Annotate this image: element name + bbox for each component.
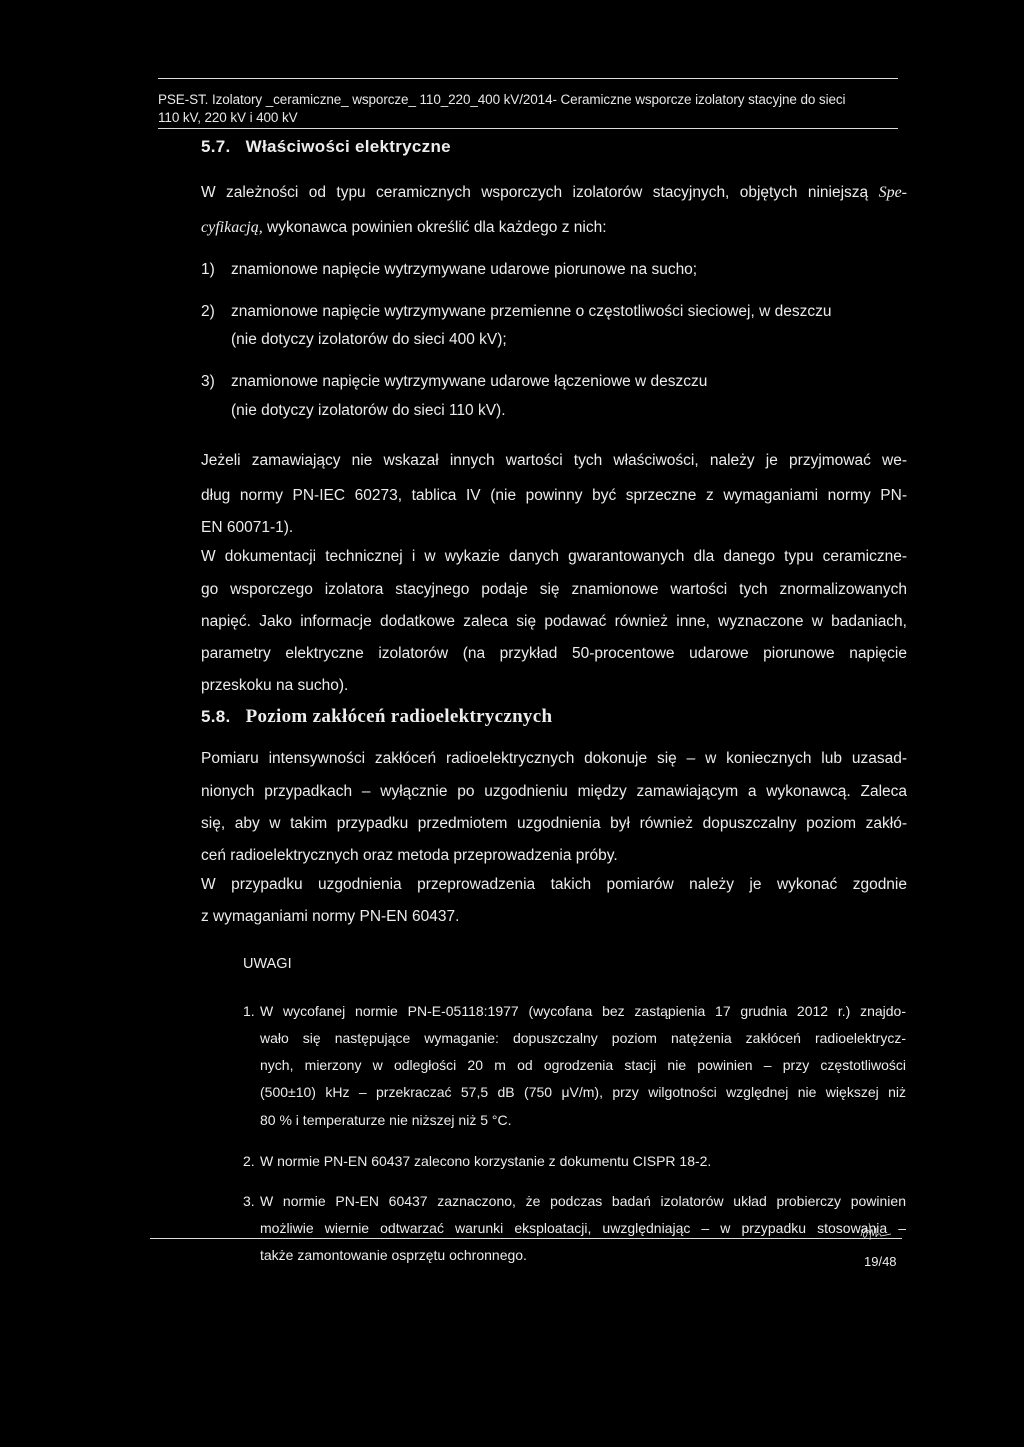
note-2-num: 2. [243, 1153, 255, 1169]
paragraph-line: napięć. Jako informacje dodatkowe zaleca się podawać również inne, wyznaczone w badaniach, [201, 613, 907, 630]
paragraph-line: dług normy PN-IEC 60273, tablica IV (nie powinny być sprzeczne z wymaganiami normy PN- [201, 487, 907, 504]
intro-text: W zależności od typu ceramicznych wsporczych izolatorów stacyjnych, objętych niniejszą [201, 184, 869, 201]
header-bottom-rule [158, 128, 898, 129]
paragraph-line: Pomiaru intensywności zakłóceń radioelektrycznych dokonuje się – w koniecznych lub uzasad- [201, 750, 907, 767]
list-item-3-text: znamionowe napięcie wytrzymywane udarowe łączeniowe w deszczu [231, 373, 708, 390]
section-title: Właściwości elektryczne [245, 137, 451, 156]
note-line: W normie PN-EN 60437 zalecono korzystanie z dokumentu CISPR 18-2. [260, 1153, 712, 1169]
paragraph-line: ceń radioelektrycznych oraz metoda przeprowadzenia próby. [201, 847, 618, 864]
section-heading-5-7 [201, 137, 451, 157]
note-line: W wycofanej normie PN-E-05118:1977 (wycofana bez zastąpienia 17 grudnia 2012 r.) znajdo- [260, 1003, 906, 1019]
list-item-1-num: 1) [201, 261, 215, 278]
section-number: 5.8. [201, 707, 231, 726]
intro-italic-2: cyfikacją, [201, 219, 263, 236]
paragraph-line: EN 60071-1). [201, 519, 294, 536]
note-3-num: 3. [243, 1193, 255, 1209]
header-top-rule [158, 78, 898, 79]
section-number: 5.7. [201, 137, 231, 156]
list-item-1-text: znamionowe napięcie wytrzymywane udarowe piorunowe na sucho; [231, 261, 698, 278]
paragraph-line: przeskoku na sucho). [201, 677, 349, 694]
intro-italic: Spe- [878, 184, 908, 201]
list-item-2-num: 2) [201, 303, 215, 320]
section-heading-5-8 [201, 706, 552, 728]
footer-rule [150, 1238, 902, 1239]
paragraph-line: parametry elektryczne izolatorów (na przykład 50-procentowe udarowe piorunowe napięcie [201, 645, 907, 662]
list-item-3-text-2: (nie dotyczy izolatorów do sieci 110 kV). [231, 402, 506, 419]
paragraph-line: nionych przypadkach – wyłącznie po uzgodnieniu między zamawiającym a wykonawcą. Zaleca [201, 783, 907, 800]
paragraph-line: Jeżeli zamawiający nie wskazał innych wartości tych właściwości, należy je przyjmować we- [201, 452, 907, 469]
notes-heading: UWAGI [243, 956, 292, 972]
list-item-3-num: 3) [201, 373, 215, 390]
paragraph-line: go wsporczego izolatora stacyjnego podaje się znamionowe wartości tych znormalizowanych [201, 581, 907, 598]
list-item-2-text-2: (nie dotyczy izolatorów do sieci 400 kV); [231, 331, 507, 348]
note-line: nych, mierzony w odległości 20 m od ogrodzenia stacji nie powinien – przy częstotliwości [260, 1057, 906, 1073]
note-1-num: 1. [243, 1003, 255, 1019]
section-title: Poziom zakłóceń radioelektrycznych [245, 706, 553, 727]
intro-line-2 [201, 220, 607, 236]
note-line: także zamontowanie osprzętu ochronnego. [260, 1247, 527, 1263]
intro-text-2: wykonawca powinien określić dla każdego z nich: [262, 219, 607, 236]
note-line: wało się następujące wymaganie: dopuszczalny poziom natężenia zakłóceń radioelektrycz- [260, 1030, 906, 1046]
intro-line-1 [201, 185, 907, 201]
paragraph-line: z wymaganiami normy PN-EN 60437. [201, 908, 460, 925]
note-line: (500±10) kHz – przekraczać 57,5 dB (750 μV/m), przy wilgotności względnej nie większej niż [260, 1084, 906, 1100]
header-line-2: 110 kV, 220 kV i 400 kV [158, 110, 298, 125]
paragraph-line: się, aby w takim przypadku przedmiotem uzgodnienia był również dopuszczalny poziom zakłó- [201, 815, 907, 832]
note-line: W normie PN-EN 60437 zaznaczono, że podczas badań izolatorów układ probierczy powinien [260, 1193, 906, 1209]
page-number: 19/48 [864, 1254, 897, 1269]
list-item-2-text: znamionowe napięcie wytrzymywane przemienne o częstotliwości sieciowej, w deszczu [231, 303, 832, 320]
note-line: możliwie wiernie odtwarzać warunki eksploatacji, uwzględniając – w przypadku stosowania – [260, 1220, 906, 1236]
header-line-1: PSE-ST. Izolatory _ceramiczne_ wsporcze_ 110_220_400 kV/2014- Ceramiczne wsporcze izolatory stacyjne do sieci [158, 92, 846, 107]
note-line: 80 % i temperaturze nie niższej niż 5 °C. [260, 1112, 512, 1128]
paragraph-line: W dokumentacji technicznej i w wykazie danych gwarantowanych dla danego typu ceramiczne- [201, 548, 907, 565]
paragraph-line: W przypadku uzgodnienia przeprowadzenia takich pomiarów należy je wykonać zgodnie [201, 876, 907, 893]
